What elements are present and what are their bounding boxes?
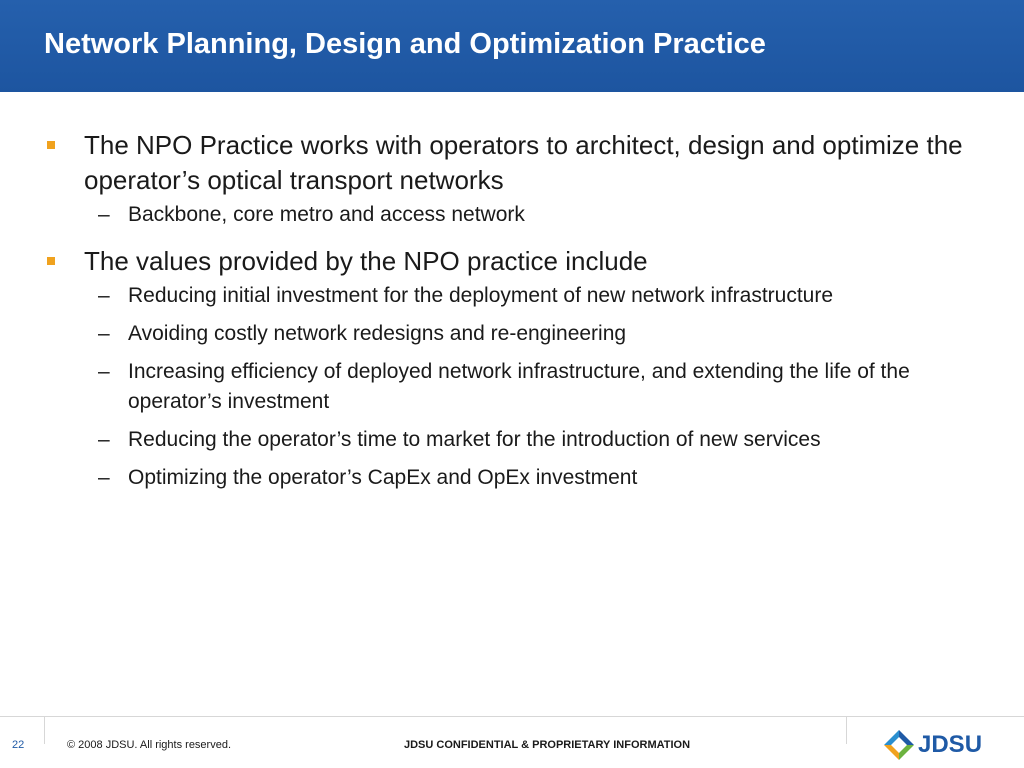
sub-bullet-item — [98, 425, 998, 455]
sub-bullet-item — [98, 281, 998, 311]
dash-bullet-icon: – — [98, 428, 110, 451]
slide-content — [0, 128, 1024, 493]
footer-divider — [0, 716, 1024, 717]
jdsu-logo-icon — [882, 728, 916, 762]
bullet-item-2 — [84, 244, 984, 279]
copyright-text: © 2008 JDSU. All rights reserved. — [67, 739, 232, 751]
sub-bullet-text: Increasing efficiency of deployed network infrastructure, and extending the life of the operator’s investment — [128, 360, 910, 413]
sub-bullet-item — [98, 357, 998, 417]
dash-bullet-icon: – — [98, 360, 110, 383]
sub-bullet-text: Optimizing the operator’s CapEx and OpEx investment — [128, 466, 638, 489]
jdsu-logo — [882, 728, 992, 762]
bullet-text: The NPO Practice works with operators to architect, design and optimize the operator’s optical transport networks — [84, 130, 963, 195]
dash-bullet-icon: – — [98, 466, 110, 489]
sub-bullet-text: Reducing initial investment for the deployment of new network infrastructure — [128, 284, 834, 307]
footer-separator — [44, 716, 45, 744]
sub-bullet-item — [98, 463, 998, 493]
slide-title: Network Planning, Design and Optimization Practice — [44, 28, 766, 60]
dash-bullet-icon: – — [98, 284, 110, 307]
title-bar — [0, 0, 1024, 92]
logo-wordmark: JDSU — [918, 731, 983, 758]
sub-bullet-text: Backbone, core metro and access network — [128, 203, 525, 226]
page-number: 22 — [12, 739, 25, 751]
confidential-notice: JDSU CONFIDENTIAL & PROPRIETARY INFORMATION — [404, 739, 691, 751]
sub-bullet-text: Avoiding costly network redesigns and re-engineering — [128, 322, 627, 345]
sub-bullet-item — [98, 200, 998, 230]
bullet-text: The values provided by the NPO practice include — [84, 246, 648, 276]
footer-separator — [846, 716, 847, 744]
dash-bullet-icon: – — [98, 203, 110, 226]
square-bullet-icon — [47, 141, 55, 149]
dash-bullet-icon: – — [98, 322, 110, 345]
sub-bullet-item — [98, 319, 998, 349]
square-bullet-icon — [47, 257, 55, 265]
sub-bullet-text: Reducing the operator’s time to market for the introduction of new services — [128, 428, 821, 451]
bullet-item-1 — [84, 128, 984, 198]
